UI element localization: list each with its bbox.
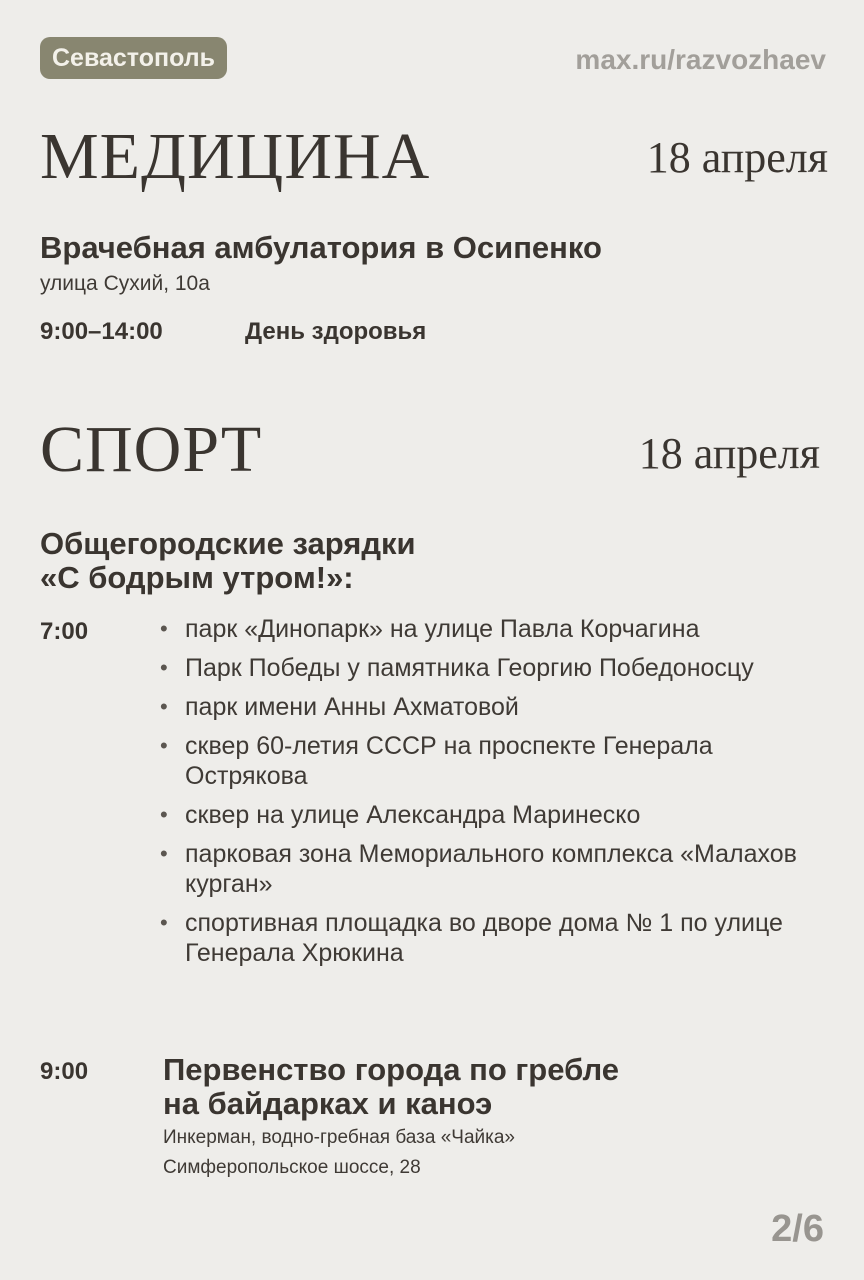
- bullet-icon: •: [160, 841, 168, 866]
- park-list: [160, 614, 820, 977]
- bullet-icon: •: [160, 733, 168, 758]
- medicine-place: Врачебная амбулатория в Осипенко: [40, 230, 602, 265]
- rowing-address: Симферопольское шоссе, 28: [163, 1157, 421, 1178]
- bullet-icon: •: [160, 910, 168, 935]
- rowing-title: [163, 1053, 619, 1121]
- medicine-title: МЕДИЦИНА: [40, 120, 431, 193]
- list-item: • парк имени Анны Ахматовой: [160, 693, 519, 721]
- rowing-place: Инкерман, водно-гребная база «Чайка»: [163, 1127, 515, 1148]
- rowing-time: 9:00: [40, 1058, 89, 1085]
- bullet-icon: •: [160, 802, 168, 827]
- bullet-icon: •: [160, 694, 168, 719]
- exercise-title-line1: Общегородские зарядки: [40, 526, 416, 561]
- bullet-icon: •: [160, 616, 168, 641]
- bullet-icon: •: [160, 655, 168, 680]
- medicine-event: День здоровья: [245, 318, 427, 345]
- exercise-time: 7:00: [40, 618, 89, 645]
- page-number: 2/6: [771, 1208, 824, 1250]
- list-item: • спортивная площадка во дворе дома № 1 по улице Генерала Хрюкина: [160, 909, 783, 967]
- city-badge: Севастополь: [40, 37, 227, 79]
- rowing-title-line1: Первенство города по гребле: [163, 1052, 619, 1087]
- exercise-title-line2: «С бодрым утром!»:: [40, 560, 354, 595]
- medicine-address: улица Сухий, 10а: [40, 272, 210, 295]
- list-item: • Парк Победы у памятника Георгию Победоносцу: [160, 654, 754, 682]
- medicine-date: 18 апреля: [646, 133, 828, 182]
- exercise-title: [40, 527, 416, 595]
- site-url: max.ru/razvozhaev: [575, 44, 826, 75]
- rowing-title-line2: на байдарках и каноэ: [163, 1086, 493, 1121]
- list-item: • парковая зона Мемориального комплекса «Малахов курган»: [160, 840, 797, 898]
- list-item: • сквер на улице Александра Маринеско: [160, 801, 641, 829]
- medicine-time: 9:00–14:00: [40, 318, 163, 345]
- list-item: • сквер 60-летия СССР на проспекте Генерала Острякова: [160, 732, 713, 790]
- list-item: • парк «Динопарк» на улице Павла Корчагина: [160, 615, 700, 643]
- sport-date: 18 апреля: [638, 429, 820, 478]
- sport-title: СПОРТ: [40, 413, 263, 486]
